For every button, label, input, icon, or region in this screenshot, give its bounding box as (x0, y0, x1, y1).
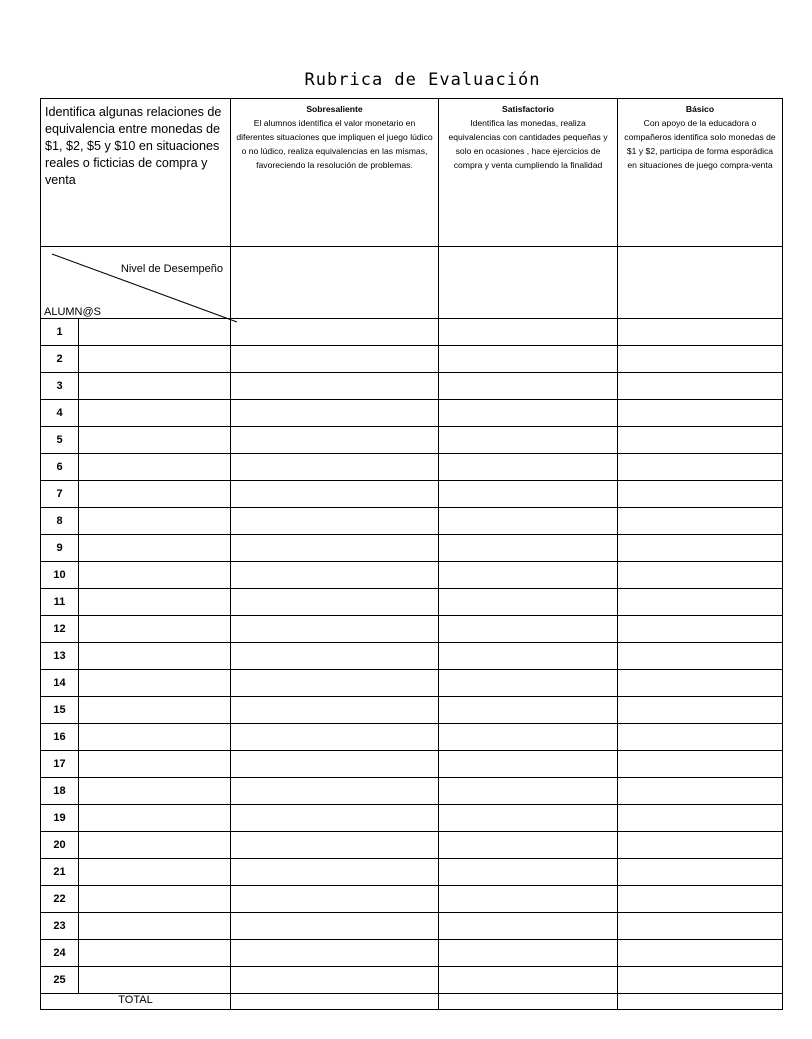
nivel-desempeno-label: Nivel de Desempeño (120, 263, 223, 275)
row-number: 18 (41, 778, 79, 805)
score-cell (618, 805, 783, 832)
score-cell (618, 454, 783, 481)
score-cell (439, 724, 618, 751)
score-cell (618, 346, 783, 373)
alumnos-label: ALUMN@S (44, 306, 102, 318)
student-row (41, 643, 783, 670)
student-name-cell (79, 832, 231, 859)
empty-cell (231, 247, 439, 319)
row-number: 2 (41, 346, 79, 373)
score-cell (231, 859, 439, 886)
score-cell (231, 427, 439, 454)
score-cell (618, 859, 783, 886)
level-name: Satisfactorio (501, 104, 555, 114)
score-cell (439, 913, 618, 940)
student-row (41, 805, 783, 832)
score-cell (439, 319, 618, 346)
criterion-cell: Identifica algunas relaciones de equivalencia entre monedas de $1, $2, $5 y $10 en situaciones reales o ficticias de compra y venta (41, 99, 231, 247)
student-row (41, 535, 783, 562)
score-cell (439, 616, 618, 643)
total-label: TOTAL (41, 994, 231, 1010)
student-row (41, 832, 783, 859)
score-cell (618, 724, 783, 751)
score-cell (231, 454, 439, 481)
level-basico (618, 99, 783, 247)
score-cell (231, 886, 439, 913)
diagonal-header-cell (41, 247, 231, 319)
student-name-cell (79, 643, 231, 670)
student-row (41, 670, 783, 697)
score-cell (439, 940, 618, 967)
score-cell (231, 319, 439, 346)
rubric-table (40, 98, 783, 1010)
score-cell (618, 913, 783, 940)
student-name-cell (79, 427, 231, 454)
header-row (41, 99, 783, 247)
score-cell (618, 427, 783, 454)
student-row (41, 697, 783, 724)
score-cell (618, 778, 783, 805)
total-cell (231, 994, 439, 1010)
student-name-cell (79, 859, 231, 886)
score-cell (439, 778, 618, 805)
level-name: Básico (685, 104, 715, 114)
score-cell (231, 508, 439, 535)
student-row (41, 859, 783, 886)
student-row (41, 373, 783, 400)
diagonal-header-row (41, 247, 783, 319)
level-description: Identifica las monedas, realiza equivalencias con cantidades pequeñas y solo en ocasiones , hace ejercicios de compra y venta cumpliendo la finalidad (448, 118, 608, 170)
score-cell (231, 751, 439, 778)
score-cell (231, 589, 439, 616)
score-cell (439, 697, 618, 724)
row-number: 11 (41, 589, 79, 616)
empty-cell (439, 247, 618, 319)
score-cell (231, 832, 439, 859)
student-name-cell (79, 616, 231, 643)
score-cell (618, 886, 783, 913)
empty-cell (618, 247, 783, 319)
student-name-cell (79, 589, 231, 616)
student-row (41, 913, 783, 940)
student-row (41, 481, 783, 508)
score-cell (231, 724, 439, 751)
student-name-cell (79, 886, 231, 913)
score-cell (439, 832, 618, 859)
student-name-cell (79, 778, 231, 805)
level-name: Sobresaliente (306, 104, 363, 114)
student-name-cell (79, 940, 231, 967)
student-name-cell (79, 805, 231, 832)
total-row (41, 994, 783, 1010)
student-row (41, 751, 783, 778)
row-number: 16 (41, 724, 79, 751)
score-cell (439, 805, 618, 832)
row-number: 12 (41, 616, 79, 643)
score-cell (618, 832, 783, 859)
score-cell (439, 400, 618, 427)
score-cell (618, 940, 783, 967)
student-row (41, 589, 783, 616)
row-number: 3 (41, 373, 79, 400)
level-description: El alumnos identifica el valor monetario en diferentes situaciones que impliquen el juego lúdico o no lúdico, realiza equivalencias en las mismas, favoreciendo la resolución de problemas. (236, 118, 433, 170)
score-cell (618, 508, 783, 535)
score-cell (231, 913, 439, 940)
score-cell (439, 535, 618, 562)
score-cell (231, 400, 439, 427)
student-name-cell (79, 724, 231, 751)
student-name-cell (79, 670, 231, 697)
student-name-cell (79, 562, 231, 589)
score-cell (439, 751, 618, 778)
student-name-cell (79, 913, 231, 940)
row-number: 1 (41, 319, 79, 346)
score-cell (618, 481, 783, 508)
level-satisfactorio (439, 99, 618, 247)
student-name-cell (79, 751, 231, 778)
score-cell (618, 643, 783, 670)
student-row (41, 508, 783, 535)
score-cell (231, 670, 439, 697)
score-cell (439, 481, 618, 508)
row-number: 14 (41, 670, 79, 697)
row-number: 9 (41, 535, 79, 562)
row-number: 21 (41, 859, 79, 886)
page-title: Rubrica de Evaluación (304, 70, 541, 90)
student-row (41, 346, 783, 373)
row-number: 13 (41, 643, 79, 670)
student-name-cell (79, 697, 231, 724)
student-name-cell (79, 346, 231, 373)
student-name-cell (79, 508, 231, 535)
student-row (41, 562, 783, 589)
student-row (41, 454, 783, 481)
score-cell (231, 535, 439, 562)
score-cell (231, 616, 439, 643)
score-cell (231, 643, 439, 670)
score-cell (439, 454, 618, 481)
score-cell (439, 346, 618, 373)
score-cell (618, 400, 783, 427)
student-row (41, 724, 783, 751)
student-row (41, 940, 783, 967)
total-cell (439, 994, 618, 1010)
student-name-cell (79, 400, 231, 427)
student-row (41, 400, 783, 427)
student-name-cell (79, 454, 231, 481)
score-cell (231, 562, 439, 589)
student-row (41, 427, 783, 454)
score-cell (439, 562, 618, 589)
score-cell (439, 967, 618, 994)
row-number: 6 (41, 454, 79, 481)
student-name-cell (79, 373, 231, 400)
score-cell (231, 940, 439, 967)
score-cell (618, 535, 783, 562)
score-cell (618, 562, 783, 589)
row-number: 8 (41, 508, 79, 535)
student-row (41, 616, 783, 643)
total-cell (618, 994, 783, 1010)
level-description: Con apoyo de la educadora o compañeros identifica solo monedas de $1 y $2, participa de forma esporádica en situaciones de juego compra-venta (624, 118, 776, 170)
score-cell (231, 373, 439, 400)
row-number: 5 (41, 427, 79, 454)
score-cell (231, 967, 439, 994)
student-name-cell (79, 967, 231, 994)
row-number: 24 (41, 940, 79, 967)
score-cell (439, 643, 618, 670)
score-cell (439, 373, 618, 400)
score-cell (618, 697, 783, 724)
score-cell (439, 589, 618, 616)
row-number: 19 (41, 805, 79, 832)
row-number: 15 (41, 697, 79, 724)
score-cell (618, 319, 783, 346)
row-number: 23 (41, 913, 79, 940)
student-row (41, 967, 783, 994)
row-number: 4 (41, 400, 79, 427)
row-number: 17 (41, 751, 79, 778)
score-cell (618, 751, 783, 778)
score-cell (231, 778, 439, 805)
row-number: 7 (41, 481, 79, 508)
score-cell (618, 589, 783, 616)
score-cell (231, 805, 439, 832)
score-cell (231, 697, 439, 724)
score-cell (231, 481, 439, 508)
score-cell (439, 670, 618, 697)
score-cell (231, 346, 439, 373)
row-number: 25 (41, 967, 79, 994)
row-number: 10 (41, 562, 79, 589)
row-number: 22 (41, 886, 79, 913)
row-number: 20 (41, 832, 79, 859)
score-cell (439, 859, 618, 886)
score-cell (439, 427, 618, 454)
score-cell (618, 670, 783, 697)
level-sobresaliente (231, 99, 439, 247)
score-cell (439, 886, 618, 913)
student-name-cell (79, 481, 231, 508)
student-row (41, 886, 783, 913)
student-name-cell (79, 535, 231, 562)
score-cell (618, 967, 783, 994)
score-cell (439, 508, 618, 535)
student-row (41, 778, 783, 805)
score-cell (618, 616, 783, 643)
score-cell (618, 373, 783, 400)
